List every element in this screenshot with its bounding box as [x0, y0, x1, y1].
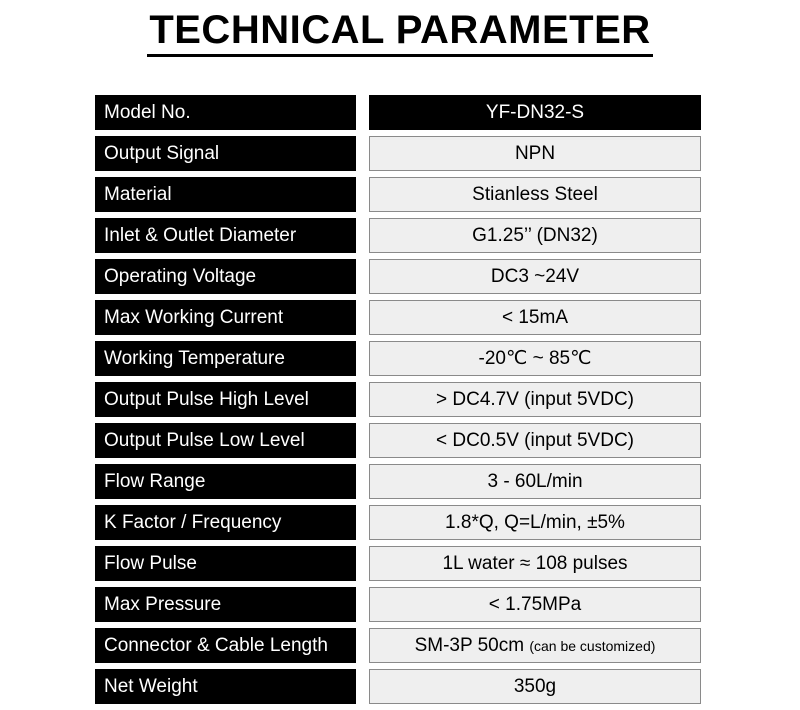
parameter-table: [95, 95, 701, 710]
table-row: [95, 587, 701, 622]
table-row: [95, 341, 701, 376]
row-value: > DC4.7V (input 5VDC): [369, 382, 701, 417]
row-label: Working Temperature: [95, 341, 356, 376]
row-label: Material: [95, 177, 356, 212]
row-label: Max Working Current: [95, 300, 356, 335]
row-label: Flow Pulse: [95, 546, 356, 581]
row-value: [369, 628, 701, 663]
row-label: Flow Range: [95, 464, 356, 499]
table-row: [95, 628, 701, 663]
row-value: YF-DN32-S: [369, 95, 701, 130]
row-label: Inlet & Outlet Diameter: [95, 218, 356, 253]
table-row: [95, 669, 701, 704]
row-label: K Factor / Frequency: [95, 505, 356, 540]
table-row: [95, 95, 701, 130]
row-value: 3 - 60L/min: [369, 464, 701, 499]
page-title: [0, 6, 800, 57]
row-value: 350g: [369, 669, 701, 704]
row-label: Output Signal: [95, 136, 356, 171]
row-value: -20℃ ~ 85℃: [369, 341, 701, 376]
table-row: [95, 300, 701, 335]
row-value: Stianless Steel: [369, 177, 701, 212]
row-value: 1.8*Q, Q=L/min, ±5%: [369, 505, 701, 540]
row-value-main: SM-3P 50cm: [414, 635, 525, 656]
row-label: Max Pressure: [95, 587, 356, 622]
row-label: Output Pulse Low Level: [95, 423, 356, 458]
row-value-note: (can be customized): [529, 638, 656, 654]
table-row: [95, 218, 701, 253]
table-row: [95, 505, 701, 540]
row-label: Output Pulse High Level: [95, 382, 356, 417]
row-label: Connector & Cable Length: [95, 628, 356, 663]
row-label: Net Weight: [95, 669, 356, 704]
table-row: [95, 546, 701, 581]
row-value: < DC0.5V (input 5VDC): [369, 423, 701, 458]
row-value: DC3 ~24V: [369, 259, 701, 294]
table-row: [95, 136, 701, 171]
table-row: [95, 464, 701, 499]
row-value: 1L water ≈ 108 pulses: [369, 546, 701, 581]
row-value: < 1.75MPa: [369, 587, 701, 622]
row-value: < 15mA: [369, 300, 701, 335]
table-row: [95, 382, 701, 417]
row-value: NPN: [369, 136, 701, 171]
row-value: G1.25’’ (DN32): [369, 218, 701, 253]
table-row: [95, 423, 701, 458]
table-row: [95, 177, 701, 212]
row-label: Operating Voltage: [95, 259, 356, 294]
page-title-text: TECHNICAL PARAMETER: [147, 6, 652, 57]
table-row: [95, 259, 701, 294]
row-label: Model No.: [95, 95, 356, 130]
